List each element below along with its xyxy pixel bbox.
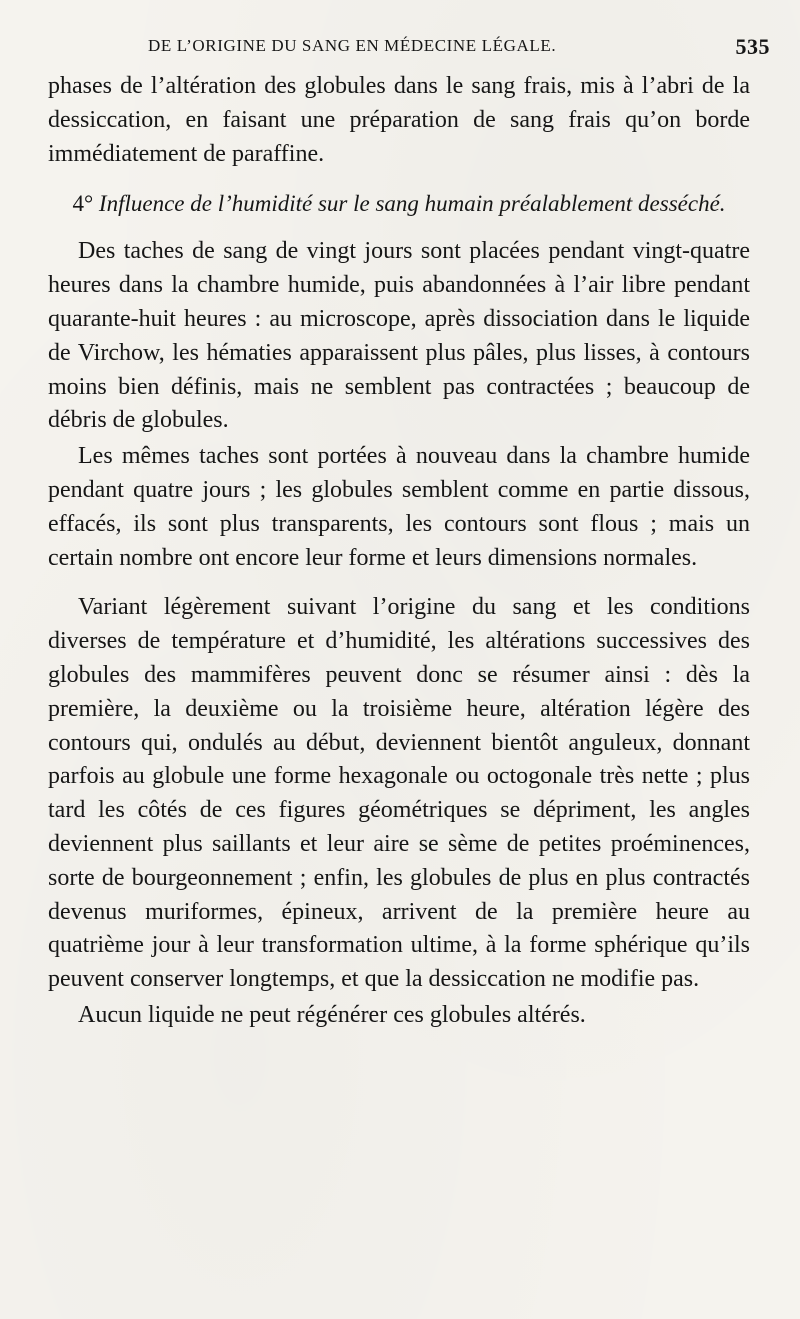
page-number: 535: [735, 34, 770, 59]
body-text: [48, 70, 750, 1033]
section-heading: [48, 189, 750, 218]
page-header: [140, 34, 770, 64]
running-head: DE L’ORIGINE DU SANG EN MÉDECINE LÉGALE.: [148, 36, 557, 55]
paragraph-humid-chamber: Les mêmes taches sont portées à nouveau dans la chambre humide pendant quatre jours ; les globules semblent comme en partie dissous, effacés, ils sont plus transparents, les contours sont flous ; mais un certain nombre ont encore leur forme et leurs dimensions normales.: [48, 443, 750, 571]
paragraph-dried-stains: Des taches de sang de vingt jours sont placées pendant vingt-quatre heures dans la chambre humide, puis abandonnées à l’air libre pendant quarante-huit heures : au microscope, après dissociation dans le liquide de Virchow, les hématies apparaissent plus pâles, plus lisses, à contours moins bien définis, mais ne semblent pas contractées ; beaucoup de débris de globules.: [48, 238, 750, 434]
paragraph-continuation: phases de l’altération des globules dans le sang frais, mis à l’abri de la dessiccation, en faisant une préparation de sang frais qu’on borde immédiatement de paraffine.: [48, 73, 750, 167]
section-spacer: [48, 575, 750, 591]
paragraph-summary: Variant légèrement suivant l’origine du sang et les conditions diverses de température et d’humidité, les altérations successives des globules des mammifères peuvent donc se résumer ainsi : dès la première, la deuxième ou la troisième heure, altération légère des contours qui, ondulés au début, deviennent bientôt anguleux, donnant parfois au globule une forme hexagonale ou octogonale très nette ; plus tard les côtés de ces figures géométriques se dépriment, les angles deviennent plus saillants et leur aire se sème de petites proéminences, sorte de bourgeonnement ; enfin, les globules de plus en plus contractés devenus muriformes, épineux, arrivent de la première heure au quatrième jour à leur transformation ultime, à la forme sphérique qu’ils peuvent conserver longtemps, et que la dessiccation ne modifie pas.: [48, 594, 750, 993]
paragraph-conclusion: Aucun liquide ne peut régénérer ces globules altérés.: [78, 1001, 586, 1028]
section-number: 4°: [72, 191, 94, 217]
section-title: Influence de l’humidité sur le sang humain préalablement desséché.: [98, 191, 726, 217]
